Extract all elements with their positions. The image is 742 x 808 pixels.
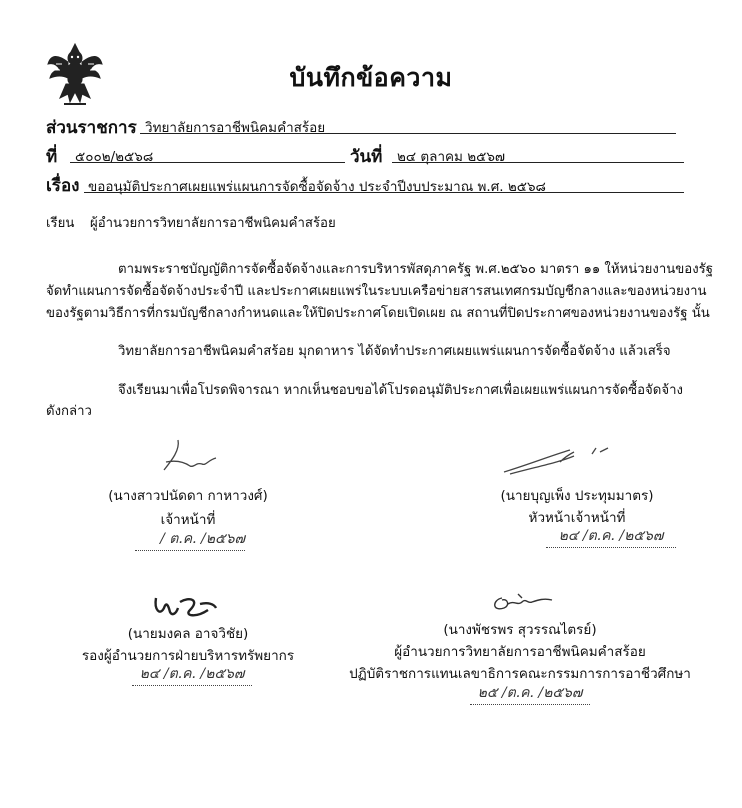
signature-3-position: รองผู้อำนวยการฝ่ายบริหารทรัพยากร (81, 648, 295, 664)
signature-2-name: (นายบุญเพ็ง ประทุมมาตร) (500, 488, 654, 504)
section-label: ส่วนราชการ (46, 118, 137, 138)
signature-4-position: ผู้อำนวยการวิทยาลัยการอาชีพนิคมคำสร้อย (394, 644, 646, 660)
date-label: วันที่ (350, 147, 383, 167)
paragraph-3-line-2: ดังกล่าว (46, 404, 92, 419)
memo-title: บันทึกข้อความ (289, 63, 453, 92)
ref-label: ที่ (46, 147, 58, 167)
section-value: วิทยาลัยการอาชีพนิคมคำสร้อย (145, 120, 326, 136)
signature-2-position: หัวหน้าเจ้าหน้าที่ (528, 510, 626, 526)
paragraph-1-line-1: ตามพระราชบัญญัติการจัดซื้อจัดจ้างและการบริหารพัสดุภาครัฐ พ.ศ.๒๕๖๐ มาตรา ๑๑ ให้หน่วยงานของรัฐ (118, 262, 713, 277)
signature-4-name: (นางพัชรพร สุวรรณไตรย์) (443, 622, 597, 638)
subject-label: เรื่อง (46, 176, 80, 196)
signature-4-date: ๒๕ /ต.ค. /๒๕๖๗ (470, 682, 590, 705)
subject-underline (84, 192, 684, 193)
signature-3-date: ๒๔ /ต.ค. /๒๕๖๗ (132, 663, 252, 686)
signature-2-date: ๒๔ /ต.ค. /๒๕๖๗ (546, 525, 676, 548)
signature-2-handwriting (500, 442, 620, 478)
ref-underline (70, 162, 345, 163)
signature-3-handwriting (150, 592, 220, 626)
paragraph-3-line-1: จึงเรียนมาเพื่อโปรดพิจารณา หากเห็นชอบขอได้โปรดอนุมัติประกาศเพื่อเผยแพร่แผนการจัดซื้อจัดจ้าง (118, 383, 683, 398)
signature-1-position: เจ้าหน้าที่ (160, 512, 216, 528)
addressee-value: ผู้อำนวยการวิทยาลัยการอาชีพนิคมคำสร้อย (90, 216, 336, 231)
paragraph-1-line-2: จัดทำแผนการจัดซื้อจัดจ้างประจำปี และประกาศเผยแพร่ในระบบเครือข่ายสารสนเทศกรมบัญชีกลางและของหน่วยงาน (46, 284, 707, 299)
addressee-label: เรียน (46, 216, 75, 231)
ref-value: ๕๐๐๒/๒๕๖๘ (75, 149, 154, 165)
section-underline (140, 133, 676, 134)
signature-4-handwriting (488, 590, 558, 618)
paragraph-1-line-3: ของรัฐตามวิธีการที่กรมบัญชีกลางกำหนดและให้ปิดประกาศโดยเปิดเผย ณ สถานที่ปิดประกาศของหน่วยงานของรัฐ นั้น (46, 306, 710, 321)
subject-value: ขออนุมัติประกาศเผยแพร่แผนการจัดซื้อจัดจ้าง ประจำปีงบประมาณ พ.ศ. ๒๕๖๘ (88, 179, 546, 195)
signature-1-name: (นางสาวปนัดดา กาหาวงศ์) (108, 488, 268, 504)
date-underline (392, 162, 684, 163)
paragraph-2: วิทยาลัยการอาชีพนิคมคำสร้อย มุกดาหาร ได้จัดทำประกาศเผยแพร่แผนการจัดซื้อจัดจ้าง แล้วเสร็จ (118, 344, 671, 359)
signature-1-date: / ต.ค. /๒๕๖๗ (135, 528, 245, 551)
signature-3-name: (นายมงคล อาจวิชัย) (127, 626, 249, 642)
date-value: ๒๔ ตุลาคม ๒๕๖๗ (397, 149, 506, 165)
signature-1-handwriting (150, 436, 230, 482)
signature-4-position-2: ปฏิบัติราชการแทนเลขาธิการคณะกรรมการการอาชีวศึกษา (349, 666, 691, 682)
